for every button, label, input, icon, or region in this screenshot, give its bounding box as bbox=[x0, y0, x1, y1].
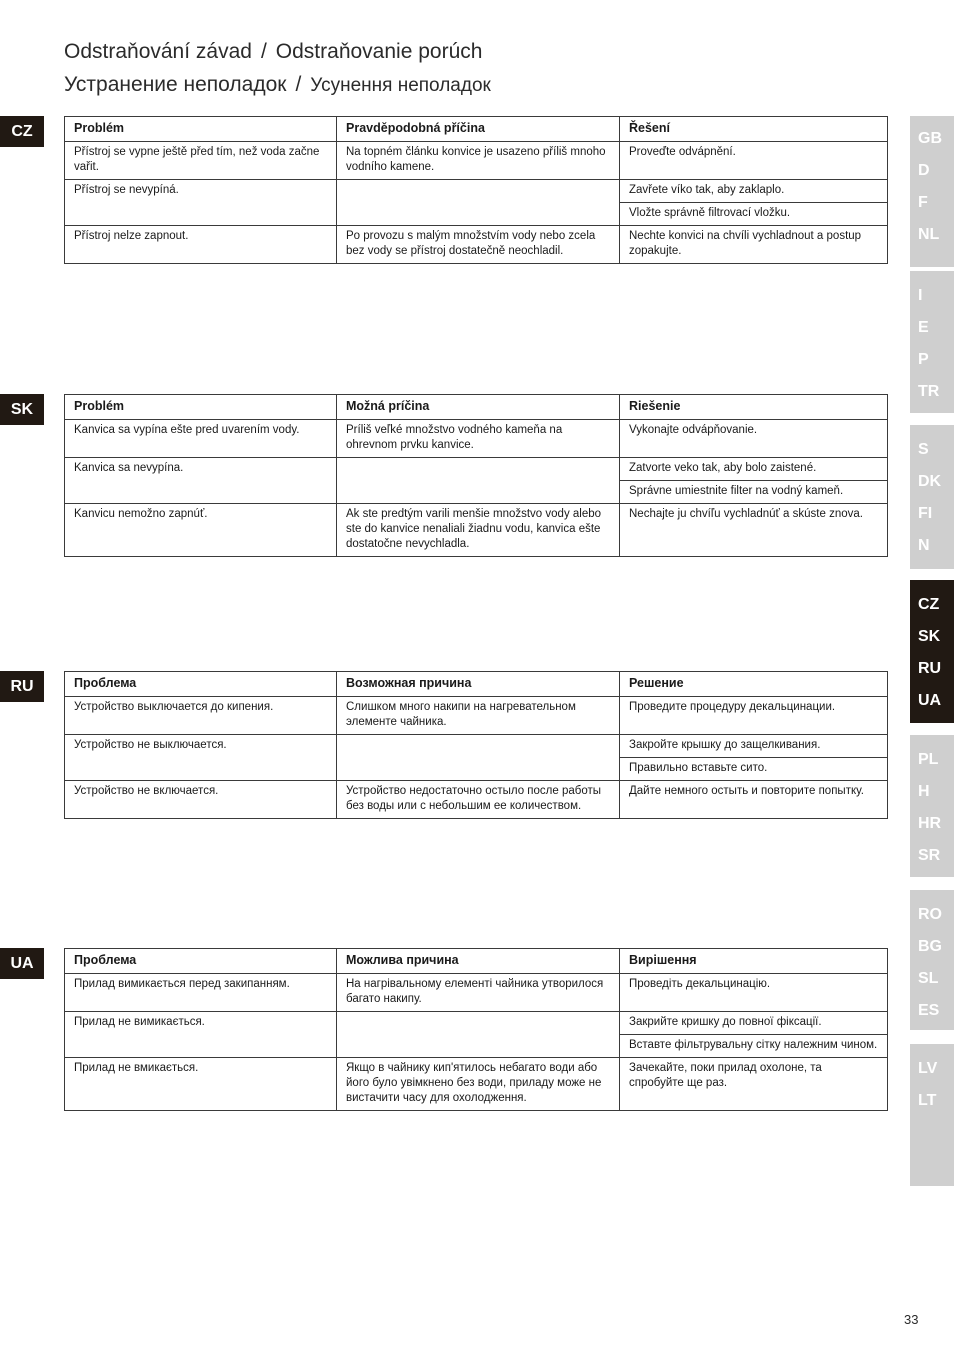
lang-nav-item-lt[interactable]: LT bbox=[918, 1092, 937, 1109]
lang-nav-item-pl[interactable]: PL bbox=[918, 751, 939, 768]
lang-badge-cz: CZ bbox=[0, 116, 44, 147]
solution-cell: Проведіть декальцинацію. bbox=[620, 974, 888, 1012]
problem-cell: Přístroj se nevypíná. bbox=[65, 180, 337, 226]
table-row bbox=[65, 180, 888, 203]
solution-cell: Zavřete víko tak, aby zaklaplo. bbox=[620, 180, 888, 203]
header-solution: Riešenie bbox=[620, 395, 888, 420]
lang-nav-group-5 bbox=[910, 735, 954, 877]
title-separator: / bbox=[295, 73, 302, 96]
lang-nav-item-tr[interactable]: TR bbox=[918, 383, 940, 400]
table-row bbox=[65, 735, 888, 758]
problem-cell: Устройство не выключается. bbox=[65, 735, 337, 781]
lang-nav-item-i[interactable]: I bbox=[918, 287, 923, 304]
page-title-line-2 bbox=[64, 73, 491, 97]
lang-badge-ua: UA bbox=[0, 948, 44, 979]
header-problem: Проблема bbox=[65, 672, 337, 697]
cause-cell: Ak ste predtým varili menšie množstvo vody alebo ste do kanvice nenaliali žiadnu vodu, kanvica ešte dostatočne nevychladla. bbox=[337, 504, 620, 557]
lang-nav-item-lv[interactable]: LV bbox=[918, 1060, 938, 1077]
page-number: 33 bbox=[904, 1312, 919, 1327]
lang-nav-group-1 bbox=[910, 116, 954, 267]
lang-nav-item-dk[interactable]: DK bbox=[918, 473, 942, 490]
cause-cell bbox=[337, 180, 620, 226]
solution-cell: Vložte správně filtrovací vložku. bbox=[620, 203, 888, 226]
lang-nav-item-sk[interactable]: SK bbox=[918, 628, 941, 645]
troubleshooting-table-cz bbox=[64, 116, 888, 264]
lang-nav-item-ua[interactable]: UA bbox=[918, 692, 942, 709]
table-row bbox=[65, 1058, 888, 1111]
lang-nav-item-cz[interactable]: CZ bbox=[918, 596, 940, 613]
lang-nav-item-fi[interactable]: FI bbox=[918, 505, 933, 522]
lang-nav-item-h[interactable]: H bbox=[918, 783, 930, 800]
header-solution: Вирішення bbox=[620, 949, 888, 974]
header-problem: Problém bbox=[65, 395, 337, 420]
header-cause: Можлива причина bbox=[337, 949, 620, 974]
table-header-row bbox=[65, 395, 888, 420]
title-cz: Odstraňování závad bbox=[64, 40, 252, 63]
table-row bbox=[65, 226, 888, 264]
lang-nav-item-ru[interactable]: RU bbox=[918, 660, 942, 677]
solution-cell: Закрийте кришку до повної фіксації. bbox=[620, 1012, 888, 1035]
header-solution: Решение bbox=[620, 672, 888, 697]
lang-nav-group-2 bbox=[910, 271, 954, 413]
lang-nav-item-gb[interactable]: GB bbox=[918, 130, 942, 147]
solution-cell: Закройте крышку до защелкивания. bbox=[620, 735, 888, 758]
cause-cell: Якщо в чайнику кип'ятилось небагато води або його було увімкнено без води, приладу може не вистачити часу для охолодження. bbox=[337, 1058, 620, 1111]
lang-nav-item-hr[interactable]: HR bbox=[918, 815, 942, 832]
table-row bbox=[65, 974, 888, 1012]
solution-cell: Проведите процедуру декальцинации. bbox=[620, 697, 888, 735]
lang-nav-item-nl[interactable]: NL bbox=[918, 226, 940, 243]
troubleshooting-table-sk bbox=[64, 394, 888, 557]
table-row bbox=[65, 458, 888, 481]
header-solution: Řešení bbox=[620, 117, 888, 142]
lang-nav-group-6 bbox=[910, 890, 954, 1030]
lang-nav-item-e[interactable]: E bbox=[918, 319, 929, 336]
lang-badge-sk: SK bbox=[0, 394, 44, 425]
cause-cell: Príliš veľké množstvo vodného kameňa na ohrevnom prvku kanvice. bbox=[337, 420, 620, 458]
header-cause: Možná príčina bbox=[337, 395, 620, 420]
lang-nav-group-3 bbox=[910, 425, 954, 569]
problem-cell: Kanvica sa nevypína. bbox=[65, 458, 337, 504]
lang-badge-ru: RU bbox=[0, 671, 44, 702]
problem-cell: Kanvicu nemožno zapnúť. bbox=[65, 504, 337, 557]
table-row bbox=[65, 420, 888, 458]
solution-cell: Nechte konvici na chvíli vychladnout a postup zopakujte. bbox=[620, 226, 888, 264]
cause-cell: Na topném článku konvice je usazeno příliš mnoho vodního kamene. bbox=[337, 142, 620, 180]
table-row bbox=[65, 781, 888, 819]
problem-cell: Прилад не вимикається. bbox=[65, 1012, 337, 1058]
solution-cell: Nechajte ju chvíľu vychladnúť a skúste znova. bbox=[620, 504, 888, 557]
lang-nav-item-es[interactable]: ES bbox=[918, 1002, 940, 1019]
table-row bbox=[65, 504, 888, 557]
cause-cell: Po provozu s malým množstvím vody nebo zcela bez vody se přístroj dostatečně neochladil. bbox=[337, 226, 620, 264]
table-row bbox=[65, 142, 888, 180]
table-header-row bbox=[65, 117, 888, 142]
solution-cell: Správne umiestnite filter na vodný kameň. bbox=[620, 481, 888, 504]
cause-cell: На нагрівальному елементі чайника утворилося багато накипу. bbox=[337, 974, 620, 1012]
problem-cell: Прилад вимикається перед закипанням. bbox=[65, 974, 337, 1012]
lang-nav-item-s[interactable]: S bbox=[918, 441, 929, 458]
troubleshooting-table-ua bbox=[64, 948, 888, 1111]
title-sk: Odstraňovanie porúch bbox=[275, 40, 483, 63]
lang-nav-item-f[interactable]: F bbox=[918, 194, 928, 211]
lang-nav-item-sr[interactable]: SR bbox=[918, 847, 941, 864]
problem-cell: Устройство выключается до кипения. bbox=[65, 697, 337, 735]
title-separator: / bbox=[260, 40, 267, 63]
page-title-line-1 bbox=[64, 40, 482, 64]
troubleshooting-table-ru bbox=[64, 671, 888, 819]
solution-cell: Vykonajte odvápňovanie. bbox=[620, 420, 888, 458]
solution-cell: Вставте фільтрувальну сітку належним чином. bbox=[620, 1035, 888, 1058]
solution-cell: Proveďte odvápnění. bbox=[620, 142, 888, 180]
solution-cell: Zatvorte veko tak, aby bolo zaistené. bbox=[620, 458, 888, 481]
lang-nav-item-n[interactable]: N bbox=[918, 537, 930, 554]
lang-nav-item-bg[interactable]: BG bbox=[918, 938, 942, 955]
table-row bbox=[65, 1012, 888, 1035]
header-cause: Возможная причина bbox=[337, 672, 620, 697]
lang-nav-item-p[interactable]: P bbox=[918, 351, 929, 368]
cause-cell bbox=[337, 1012, 620, 1058]
problem-cell: Kanvica sa vypína ešte pred uvarením vody. bbox=[65, 420, 337, 458]
lang-nav-item-d[interactable]: D bbox=[918, 162, 930, 179]
title-ua: Усунення неполадок bbox=[310, 75, 491, 96]
problem-cell: Přístroj se vypne ještě před tím, než voda začne vařit. bbox=[65, 142, 337, 180]
lang-nav-item-sl[interactable]: SL bbox=[918, 970, 939, 987]
header-cause: Pravděpodobná příčina bbox=[337, 117, 620, 142]
problem-cell: Přístroj nelze zapnout. bbox=[65, 226, 337, 264]
cause-cell: Слишком много накипи на нагревательном элементе чайника. bbox=[337, 697, 620, 735]
title-ru: Устранение неполадок bbox=[64, 73, 287, 96]
problem-cell: Прилад не вмикається. bbox=[65, 1058, 337, 1111]
table-row bbox=[65, 697, 888, 735]
solution-cell: Зачекайте, поки прилад охолоне, та спробуйте ще раз. bbox=[620, 1058, 888, 1111]
table-header-row bbox=[65, 672, 888, 697]
cause-cell: Устройство недостаточно остыло после работы без воды или с небольшим ее количеством. bbox=[337, 781, 620, 819]
lang-nav-group-7 bbox=[910, 1044, 954, 1186]
cause-cell bbox=[337, 458, 620, 504]
table-header-row bbox=[65, 949, 888, 974]
solution-cell: Дайте немного остыть и повторите попытку. bbox=[620, 781, 888, 819]
solution-cell: Правильно вставьте сито. bbox=[620, 758, 888, 781]
lang-nav-group-active bbox=[910, 580, 954, 723]
lang-nav-item-ro[interactable]: RO bbox=[918, 906, 942, 923]
header-problem: Problém bbox=[65, 117, 337, 142]
cause-cell bbox=[337, 735, 620, 781]
problem-cell: Устройство не включается. bbox=[65, 781, 337, 819]
header-problem: Проблема bbox=[65, 949, 337, 974]
